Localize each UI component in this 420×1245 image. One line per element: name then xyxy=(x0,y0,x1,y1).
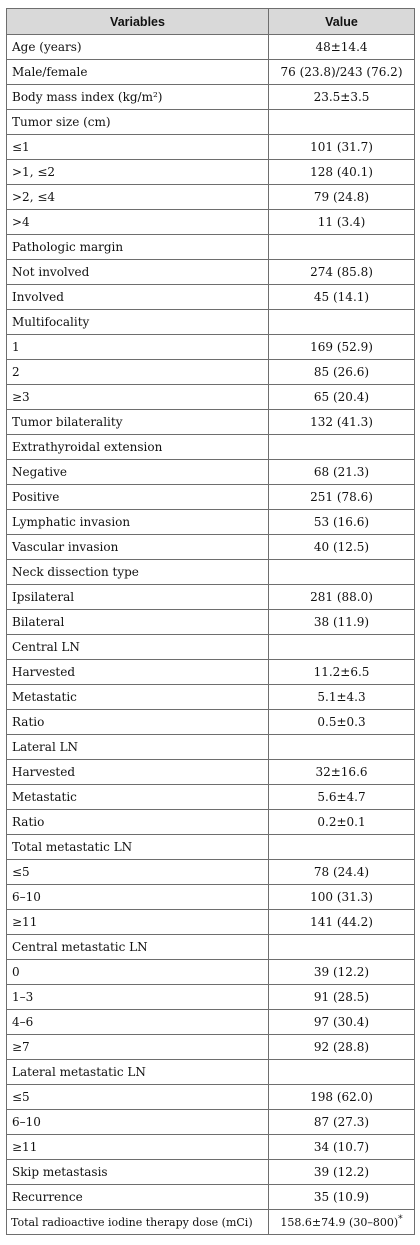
variable-cell: ≥11 xyxy=(7,1135,269,1160)
variable-cell: Ratio xyxy=(7,710,269,735)
value-cell xyxy=(269,60,415,85)
value-cell xyxy=(269,360,415,385)
value-cell xyxy=(269,910,415,935)
table-row xyxy=(7,85,415,110)
variable-cell: Extrathyroidal extension xyxy=(7,435,269,460)
value-text: 132 (41.3) xyxy=(310,415,373,429)
table-row xyxy=(7,1085,415,1110)
value-cell xyxy=(269,160,415,185)
value-cell xyxy=(269,285,415,310)
value-cell xyxy=(269,235,415,260)
value-cell xyxy=(269,1135,415,1160)
variable-cell: Multifocality xyxy=(7,310,269,335)
value-text: 79 (24.8) xyxy=(313,190,370,204)
table-row xyxy=(7,585,415,610)
table-row xyxy=(7,60,415,85)
value-text: 141 (44.2) xyxy=(310,915,373,929)
variable-cell: Tumor size (cm) xyxy=(7,110,269,135)
variable-cell: Ipsilateral xyxy=(7,585,269,610)
table-row xyxy=(7,285,415,310)
value-cell xyxy=(269,510,415,535)
table-row xyxy=(7,460,415,485)
value-text: 274 (85.8) xyxy=(310,265,373,279)
variable-cell: Central metastatic LN xyxy=(7,935,269,960)
variable-cell: ≥3 xyxy=(7,385,269,410)
value-cell xyxy=(269,960,415,985)
variable-cell: Pathologic margin xyxy=(7,235,269,260)
table-row xyxy=(7,985,415,1010)
header-variables: Variables xyxy=(7,9,269,35)
value-cell xyxy=(269,885,415,910)
value-cell xyxy=(269,585,415,610)
variable-cell: 0 xyxy=(7,960,269,985)
value-cell xyxy=(269,1160,415,1185)
variable-cell: Vascular invasion xyxy=(7,535,269,560)
value-cell xyxy=(269,335,415,360)
variable-cell: >2, ≤4 xyxy=(7,185,269,210)
value-text: 39 (12.2) xyxy=(313,1165,370,1179)
value-cell xyxy=(269,485,415,510)
variable-cell: Harvested xyxy=(7,760,269,785)
table-row xyxy=(7,535,415,560)
value-text: 97 (30.4) xyxy=(313,1015,370,1029)
variable-cell: >4 xyxy=(7,210,269,235)
value-cell xyxy=(269,1210,415,1235)
variable-cell: >1, ≤2 xyxy=(7,160,269,185)
value-cell xyxy=(269,1185,415,1210)
value-text: 38 (11.9) xyxy=(313,615,370,629)
value-text: 78 (24.4) xyxy=(313,865,370,879)
value-cell xyxy=(269,435,415,460)
value-text: 5.6±4.7 xyxy=(317,790,366,804)
value-cell xyxy=(269,1085,415,1110)
variable-cell: Metastatic xyxy=(7,685,269,710)
value-cell xyxy=(269,410,415,435)
table-row xyxy=(7,35,415,60)
value-text: 87 (27.3) xyxy=(313,1115,370,1129)
table-row xyxy=(7,785,415,810)
table-row xyxy=(7,1185,415,1210)
value-text: 101 (31.7) xyxy=(310,140,373,154)
value-text: 68 (21.3) xyxy=(313,465,370,479)
variable-cell: Total metastatic LN xyxy=(7,835,269,860)
value-text: 198 (62.0) xyxy=(310,1090,373,1104)
value-text: 0.2±0.1 xyxy=(317,815,366,829)
table-row xyxy=(7,1210,415,1235)
value-text: 39 (12.2) xyxy=(313,965,370,979)
value-cell xyxy=(269,760,415,785)
variable-cell: Age (years) xyxy=(7,35,269,60)
variable-cell: Harvested xyxy=(7,660,269,685)
variable-cell: Recurrence xyxy=(7,1185,269,1210)
table-row xyxy=(7,560,415,585)
value-cell xyxy=(269,185,415,210)
value-cell xyxy=(269,660,415,685)
value-cell xyxy=(269,985,415,1010)
table-row xyxy=(7,435,415,460)
value-cell xyxy=(269,310,415,335)
table-row xyxy=(7,960,415,985)
variable-cell: ≤5 xyxy=(7,860,269,885)
table-row xyxy=(7,735,415,760)
value-text: 45 (14.1) xyxy=(313,290,370,304)
table-row xyxy=(7,835,415,860)
value-text: 281 (88.0) xyxy=(310,590,373,604)
table-row xyxy=(7,135,415,160)
table-row xyxy=(7,710,415,735)
variable-cell: Negative xyxy=(7,460,269,485)
table-row xyxy=(7,610,415,635)
variable-cell: Positive xyxy=(7,485,269,510)
value-cell xyxy=(269,1060,415,1085)
value-text: 48±14.4 xyxy=(315,40,368,54)
table-row xyxy=(7,210,415,235)
variable-cell: 6–10 xyxy=(7,1110,269,1135)
variable-cell: 1–3 xyxy=(7,985,269,1010)
table-row xyxy=(7,1135,415,1160)
table-row xyxy=(7,1010,415,1035)
table-row xyxy=(7,510,415,535)
variable-cell: Male/female xyxy=(7,60,269,85)
table-row xyxy=(7,660,415,685)
table-row xyxy=(7,760,415,785)
value-cell xyxy=(269,210,415,235)
variable-cell: Body mass index (kg/m²) xyxy=(7,85,269,110)
value-cell xyxy=(269,785,415,810)
value-text: 11 (3.4) xyxy=(317,215,366,229)
value-text: 35 (10.9) xyxy=(313,1190,370,1204)
table-row xyxy=(7,685,415,710)
value-cell xyxy=(269,560,415,585)
value-cell xyxy=(269,535,415,560)
value-cell xyxy=(269,735,415,760)
value-text: 65 (20.4) xyxy=(313,390,370,404)
variable-cell: 4–6 xyxy=(7,1010,269,1035)
header-row xyxy=(7,9,415,35)
value-cell xyxy=(269,860,415,885)
value-cell xyxy=(269,135,415,160)
table-row xyxy=(7,335,415,360)
value-text: 5.1±4.3 xyxy=(317,690,366,704)
variable-cell: Not involved xyxy=(7,260,269,285)
variable-cell: Tumor bilaterality xyxy=(7,410,269,435)
variable-cell: ≥7 xyxy=(7,1035,269,1060)
value-cell xyxy=(269,635,415,660)
table-row xyxy=(7,1110,415,1135)
footnote-marker: * xyxy=(398,1213,403,1224)
value-text: 169 (52.9) xyxy=(310,340,373,354)
table-row xyxy=(7,810,415,835)
value-text: 34 (10.7) xyxy=(313,1140,370,1154)
value-cell xyxy=(269,385,415,410)
table-row xyxy=(7,635,415,660)
value-text: 76 (23.8)/243 (76.2) xyxy=(280,65,403,79)
variable-cell: 2 xyxy=(7,360,269,385)
table-body xyxy=(7,35,415,1235)
table-row xyxy=(7,160,415,185)
variable-cell: Ratio xyxy=(7,810,269,835)
value-cell xyxy=(269,35,415,60)
value-cell xyxy=(269,685,415,710)
value-text: 11.2±6.5 xyxy=(313,665,370,679)
value-text: 85 (26.6) xyxy=(313,365,370,379)
variable-cell: Central LN xyxy=(7,635,269,660)
variable-cell: Lateral metastatic LN xyxy=(7,1060,269,1085)
table-row xyxy=(7,485,415,510)
value-text: 0.5±0.3 xyxy=(317,715,366,729)
characteristics-table xyxy=(6,8,415,1235)
value-text: 53 (16.6) xyxy=(313,515,370,529)
value-cell xyxy=(269,1110,415,1135)
variable-cell: Neck dissection type xyxy=(7,560,269,585)
value-cell xyxy=(269,935,415,960)
table-header xyxy=(7,9,415,35)
table-row xyxy=(7,185,415,210)
header-value: Value xyxy=(269,9,415,35)
table-row xyxy=(7,935,415,960)
value-cell xyxy=(269,1010,415,1035)
table-row xyxy=(7,1035,415,1060)
table-row xyxy=(7,1160,415,1185)
variable-cell: Total radioactive iodine therapy dose (mCi) xyxy=(7,1210,269,1235)
table-row xyxy=(7,385,415,410)
value-text: 92 (28.8) xyxy=(313,1040,370,1054)
value-cell xyxy=(269,835,415,860)
value-cell xyxy=(269,1035,415,1060)
table-row xyxy=(7,260,415,285)
variable-cell: ≤5 xyxy=(7,1085,269,1110)
variable-cell: Bilateral xyxy=(7,610,269,635)
value-text: 23.5±3.5 xyxy=(313,90,370,104)
value-text: 158.6±74.9 (30–800) xyxy=(280,1215,399,1229)
value-cell xyxy=(269,260,415,285)
table-row xyxy=(7,885,415,910)
variable-cell: 1 xyxy=(7,335,269,360)
table-row xyxy=(7,310,415,335)
value-text: 40 (12.5) xyxy=(313,540,370,554)
variable-cell: Involved xyxy=(7,285,269,310)
variable-cell: 6–10 xyxy=(7,885,269,910)
value-cell xyxy=(269,110,415,135)
value-text: 100 (31.3) xyxy=(310,890,373,904)
variable-cell: Lymphatic invasion xyxy=(7,510,269,535)
value-cell xyxy=(269,810,415,835)
table-row xyxy=(7,1060,415,1085)
value-text: 91 (28.5) xyxy=(313,990,370,1004)
table-row xyxy=(7,910,415,935)
variable-cell: Skip metastasis xyxy=(7,1160,269,1185)
value-text: 32±16.6 xyxy=(315,765,368,779)
table-row xyxy=(7,110,415,135)
table-row xyxy=(7,235,415,260)
variable-cell: Lateral LN xyxy=(7,735,269,760)
table-row xyxy=(7,410,415,435)
variable-cell: ≥11 xyxy=(7,910,269,935)
table-row xyxy=(7,360,415,385)
value-cell xyxy=(269,85,415,110)
value-text: 128 (40.1) xyxy=(310,165,373,179)
table-row xyxy=(7,860,415,885)
value-cell xyxy=(269,610,415,635)
variable-cell: ≤1 xyxy=(7,135,269,160)
value-cell xyxy=(269,710,415,735)
value-cell xyxy=(269,460,415,485)
variable-cell: Metastatic xyxy=(7,785,269,810)
value-text: 251 (78.6) xyxy=(310,490,373,504)
